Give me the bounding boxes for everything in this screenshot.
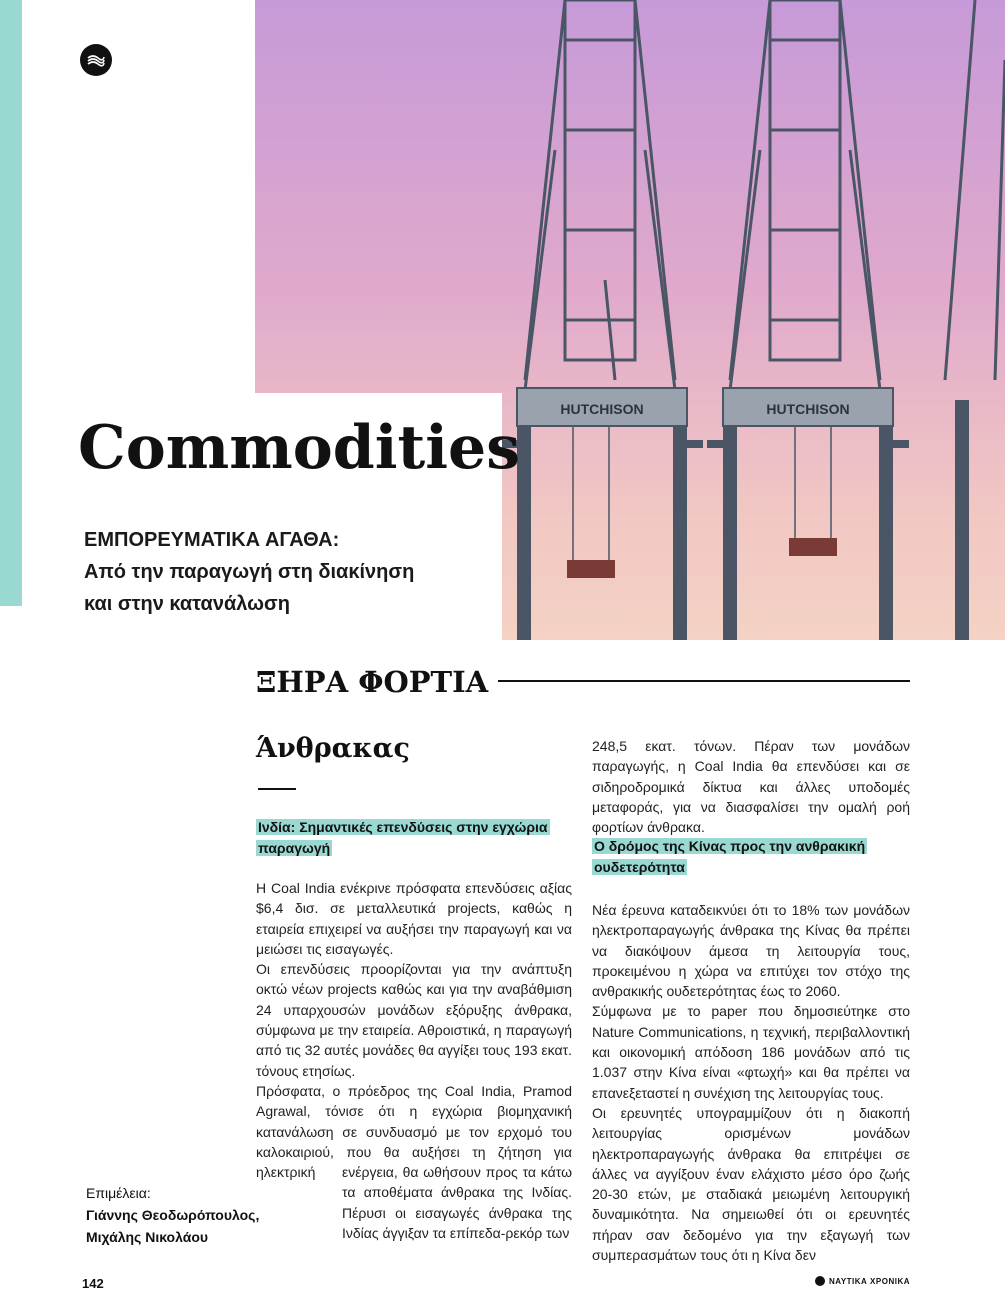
article-body-right bbox=[592, 900, 910, 1265]
editor-name: Γιάννης Θεοδωρόπουλος, bbox=[86, 1207, 260, 1223]
article-heading-text: Ο δρόμος της Κίνας προς την ανθρακική ουδετερότητα bbox=[594, 838, 866, 875]
accent-bar bbox=[0, 0, 22, 606]
paragraph: Οι ερευνητές υπογραμμίζουν ότι η διακοπή λειτουργίας ορισμένων μονάδων ηλεκτροπαραγωγής άνθρακα θα επιτρέψει σε άλλες να αγγίξουν έναν ελάχιστο μέσο όρο ζωής 20-30 ετών, με σταδιακά μειωμένη λειτουργική δυναμικότητα. Να σημειωθεί ότι οι ερευνητές πήραν σαν δεδομένο για την εξαγωγή των συμπερασμάτων τους ότι η Κίνα δεν bbox=[592, 1104, 910, 1264]
article-body-right-top bbox=[592, 736, 910, 837]
article-heading bbox=[592, 836, 902, 878]
editor-name: Μιχάλης Νικολάου bbox=[86, 1229, 209, 1245]
magazine-footer bbox=[815, 1276, 910, 1286]
subject-divider bbox=[258, 788, 296, 790]
article-heading-text: Ινδία: Σημαντικές επενδύσεις στην εγχώρια παραγωγή bbox=[258, 819, 548, 856]
paragraph: Νέα έρευνα καταδεικνύει ότι το 18% των μονάδων ηλεκτροπαραγωγής άνθρακα της Κίνας θα πρέπει να διακόψουν άμεσα τη λειτουργία τους, προκειμένου η χώρα να επιτύχει τον στόχο της ανθρακικής ουδετερότητας έως το 2060. bbox=[592, 902, 910, 1000]
section-title: ΞΗΡΑ ΦΟΡΤΙΑ bbox=[256, 665, 489, 699]
subject-title: Άνθρακας bbox=[256, 733, 410, 764]
paragraph: Οι επενδύσεις προορίζονται για την ανάπτυξη οκτώ νέων projects καθώς και για την αναβάθμιση 24 υπαρχουσών μονάδων εξόρυξης άνθρακα, σύμφωνα με την εταιρεία. Αθροιστικά, η παραγωγή από τις 32 αυτές μονάδες θα αγγίξει τους 193 εκατ. τόνους ετησίως. bbox=[256, 961, 572, 1079]
editors-credit bbox=[86, 1182, 259, 1248]
subtitle-line: και στην κατανάλωση bbox=[84, 593, 290, 615]
paragraph: Πρόσφατα, ο πρόεδρος της Coal India, Pramod Agrawal, τόνισε ότι η εγχώρια βιομηχανική κατανάλωση σε συνδυασμό με τον ερχομό του καλοκαιριού, που θα αυξήσει τη ζήτηση για ηλεκτρική bbox=[256, 1082, 572, 1181]
page-title: Commodities bbox=[78, 413, 520, 483]
magazine-logo-icon bbox=[815, 1276, 825, 1286]
crane-label-1: HUTCHISON bbox=[560, 401, 644, 417]
crane-label-2: HUTCHISON bbox=[766, 401, 850, 417]
paragraph: Η Coal India ενέκρινε πρόσφατα επενδύσεις αξίας $6,4 δισ. σε μεταλλευτικά projects, καθώς η εταιρεία επιχειρεί να αυξήσει την παραγωγή και να μειώσει τις εισαγωγές. bbox=[256, 880, 572, 957]
article-body-left bbox=[256, 878, 572, 1182]
magazine-name: ΝΑΥΤΙΚΑ ΧΡΟΝΙΚΑ bbox=[829, 1276, 910, 1286]
section-divider bbox=[498, 680, 910, 682]
editors-label: Επιμέλεια: bbox=[86, 1185, 151, 1201]
paragraph: Σύμφωνα με το paper που δημοσιεύτηκε στο Nature Communications, η τεχνική, περιβαλλοντική και οικονομική απόδοση 186 μονάδων από τις 1.037 στην Κίνα είναι «φτωχή» και θα πρέπει να επανεξεταστεί η συνέχιση της λειτουργίας τους. bbox=[592, 1003, 910, 1101]
page-subtitle bbox=[84, 524, 484, 620]
page-number: 142 bbox=[82, 1276, 104, 1291]
article-heading bbox=[256, 817, 576, 859]
paragraph: 248,5 εκατ. τόνων. Πέραν των μονάδων παραγωγής, η Coal India θα επενδύσει και σε σιδηροδρομικά δίκτυα και άλλες υποδομές μεταφοράς, για να διασφαλίσει την ομαλή ροή φορτίων άνθρακα. bbox=[592, 738, 910, 836]
wave-logo-icon bbox=[80, 44, 112, 76]
subtitle-line: ΕΜΠΟΡΕΥΜΑΤΙΚΑ ΑΓΑΘΑ: bbox=[84, 529, 340, 551]
subtitle-line: Από την παραγωγή στη διακίνηση bbox=[84, 561, 415, 583]
paragraph-continuation: ενέργεια, θα ωθήσουν προς τα κάτω τα αποθέματα άνθρακα της Ινδίας. Πέρυσι οι εισαγωγές άνθρακα της Ινδίας άγγιξαν τα επίπεδα-ρεκόρ των bbox=[342, 1164, 572, 1241]
